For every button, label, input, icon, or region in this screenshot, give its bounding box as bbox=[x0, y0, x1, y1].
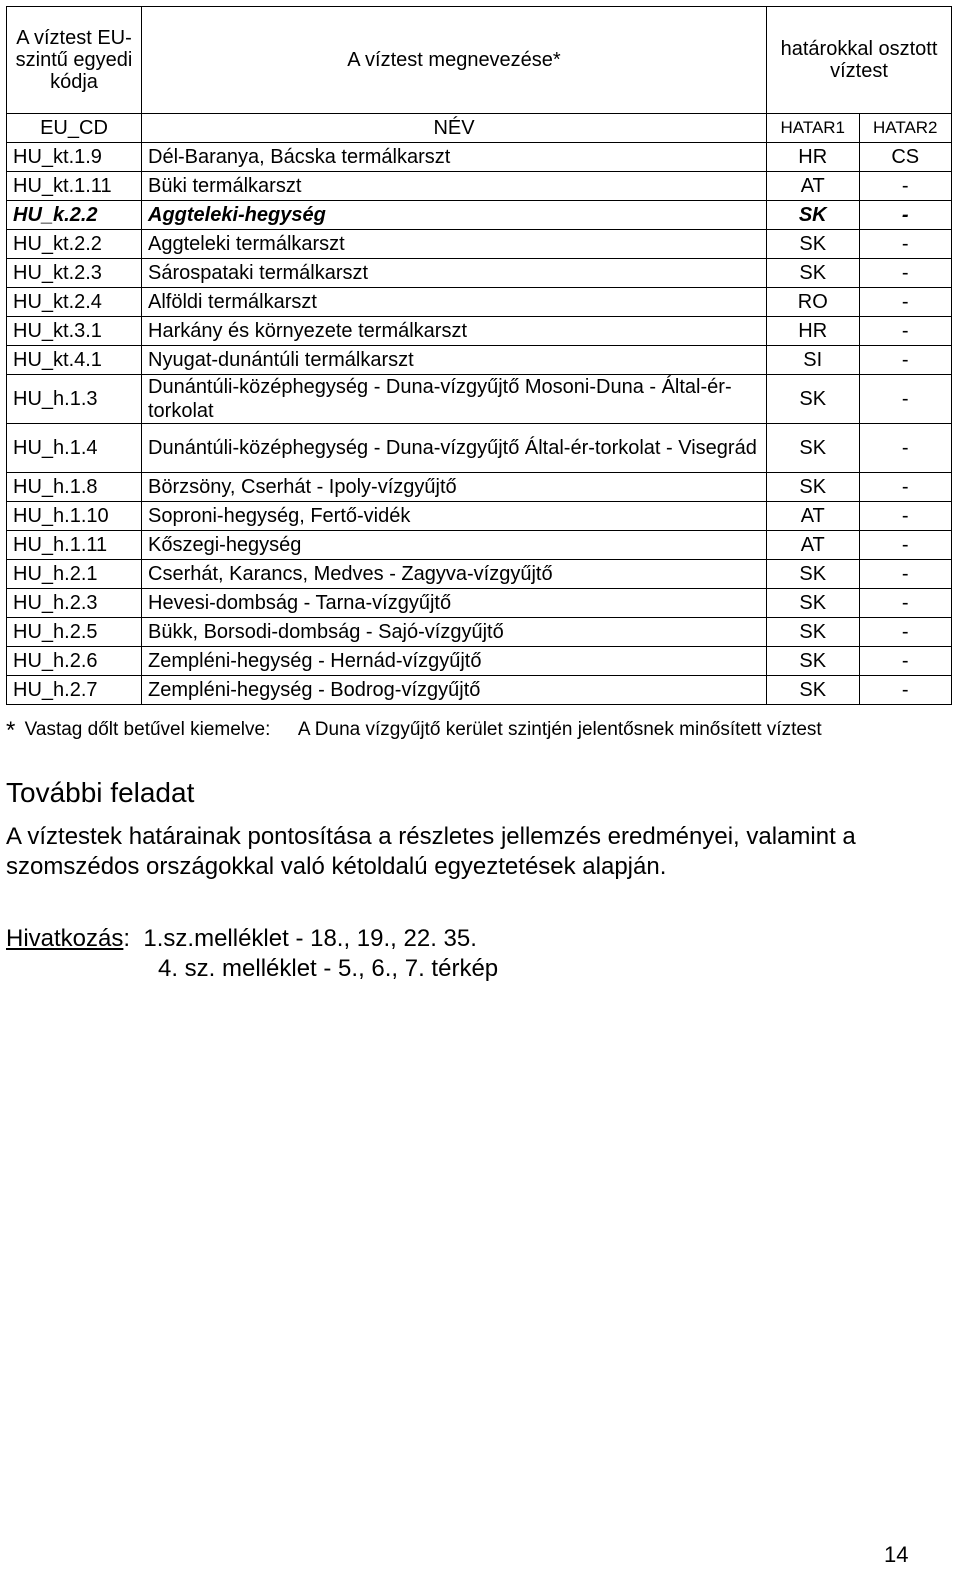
row-border-2: - bbox=[859, 424, 952, 473]
subheader-h2: HATAR2 bbox=[859, 114, 952, 143]
row-border-1: SK bbox=[767, 473, 860, 502]
row-name: Zempléni-hegység - Bodrog-vízgyűjtő bbox=[142, 676, 767, 705]
row-border-2: - bbox=[859, 346, 952, 375]
row-code: HU_h.2.5 bbox=[7, 618, 142, 647]
row-border-1: SK bbox=[767, 618, 860, 647]
row-code: HU_h.1.10 bbox=[7, 502, 142, 531]
table-row bbox=[7, 288, 952, 317]
reference-line-1: 1.sz.melléklet - 18., 19., 22. 35. bbox=[143, 925, 477, 952]
row-border-2: - bbox=[859, 288, 952, 317]
table-row bbox=[7, 424, 952, 473]
row-border-2: - bbox=[859, 317, 952, 346]
waterbody-table bbox=[6, 6, 952, 705]
row-code: HU_kt.1.11 bbox=[7, 172, 142, 201]
row-border-2: - bbox=[859, 259, 952, 288]
row-border-1: AT bbox=[767, 502, 860, 531]
table-subheader-row bbox=[7, 114, 952, 143]
reference-label: Hivatkozás bbox=[6, 925, 124, 952]
row-border-2: - bbox=[859, 172, 952, 201]
section-title: További feladat bbox=[6, 777, 195, 808]
row-name: Hevesi-dombság - Tarna-vízgyűjtő bbox=[142, 589, 767, 618]
header-name: A víztest megnevezése* bbox=[142, 7, 767, 114]
row-code: HU_kt.1.9 bbox=[7, 143, 142, 172]
table-row bbox=[7, 502, 952, 531]
subheader-h1: HATAR1 bbox=[767, 114, 860, 143]
row-code: HU_h.1.11 bbox=[7, 531, 142, 560]
subheader-name: NÉV bbox=[142, 114, 767, 143]
row-name: Aggteleki termálkarszt bbox=[142, 230, 767, 259]
row-border-1: SK bbox=[767, 560, 860, 589]
footnote-label: Vastag dőlt betűvel kiemelve: bbox=[24, 719, 271, 740]
row-name: Dunántúli-középhegység - Duna-vízgyűjtő Által-ér-torkolat - Visegrád bbox=[142, 424, 767, 473]
row-border-1: SK bbox=[767, 230, 860, 259]
table-row bbox=[7, 143, 952, 172]
row-code: HU_h.2.7 bbox=[7, 676, 142, 705]
table-row bbox=[7, 230, 952, 259]
row-border-1: SK bbox=[767, 424, 860, 473]
row-border-2: - bbox=[859, 230, 952, 259]
reference-line-2: 4. sz. melléklet - 5., 6., 7. térkép bbox=[158, 955, 499, 982]
row-code: HU_k.2.2 bbox=[7, 201, 142, 230]
row-border-1: SK bbox=[767, 647, 860, 676]
table-row bbox=[7, 172, 952, 201]
row-border-1: HR bbox=[767, 143, 860, 172]
table-row bbox=[7, 317, 952, 346]
table-row bbox=[7, 531, 952, 560]
row-name: Aggteleki-hegység bbox=[142, 201, 767, 230]
row-name: Alföldi termálkarszt bbox=[142, 288, 767, 317]
row-name: Bükk, Borsodi-dombság - Sajó-vízgyűjtő bbox=[142, 618, 767, 647]
row-border-1: SK bbox=[767, 676, 860, 705]
row-code: HU_kt.3.1 bbox=[7, 317, 142, 346]
header-border: határokkal osztott víztest bbox=[767, 7, 952, 114]
row-code: HU_kt.2.2 bbox=[7, 230, 142, 259]
row-border-2: - bbox=[859, 375, 952, 424]
row-name: Nyugat-dunántúli termálkarszt bbox=[142, 346, 767, 375]
row-border-2: - bbox=[859, 473, 952, 502]
row-code: HU_h.1.3 bbox=[7, 375, 142, 424]
row-border-2: - bbox=[859, 560, 952, 589]
row-name: Zempléni-hegység - Hernád-vízgyűjtő bbox=[142, 647, 767, 676]
row-border-1: HR bbox=[767, 317, 860, 346]
header-code: A víztest EU- szintű egyedi kódja bbox=[7, 7, 142, 114]
row-border-1: SK bbox=[767, 589, 860, 618]
table-row bbox=[7, 647, 952, 676]
section-paragraph: A víztestek határainak pontosítása a részletes jellemzés eredményei, valamint a szomszédos országokkal való kétoldalú egyeztetések alapján. bbox=[6, 823, 856, 880]
table-row bbox=[7, 560, 952, 589]
row-border-2: - bbox=[859, 531, 952, 560]
table-body bbox=[7, 143, 952, 705]
table-header-row bbox=[7, 7, 952, 114]
row-name: Dunántúli-középhegység - Duna-vízgyűjtő Mosoni-Duna - Által-ér-torkolat bbox=[142, 375, 767, 424]
table-row bbox=[7, 676, 952, 705]
row-name: Börzsöny, Cserhát - Ipoly-vízgyűjtő bbox=[142, 473, 767, 502]
footnote-star: * bbox=[6, 717, 16, 744]
page-number: 14 bbox=[884, 1542, 909, 1567]
row-border-1: AT bbox=[767, 531, 860, 560]
row-name: Kőszegi-hegység bbox=[142, 531, 767, 560]
row-code: HU_h.2.6 bbox=[7, 647, 142, 676]
row-name: Sárospataki termálkarszt bbox=[142, 259, 767, 288]
table-row bbox=[7, 473, 952, 502]
table-row bbox=[7, 375, 952, 424]
row-border-2: - bbox=[859, 589, 952, 618]
row-border-2: CS bbox=[859, 143, 952, 172]
row-border-1: SK bbox=[767, 375, 860, 424]
row-name: Harkány és környezete termálkarszt bbox=[142, 317, 767, 346]
table-row bbox=[7, 589, 952, 618]
row-border-1: AT bbox=[767, 172, 860, 201]
table-row bbox=[7, 346, 952, 375]
row-border-2: - bbox=[859, 201, 952, 230]
subheader-code: EU_CD bbox=[7, 114, 142, 143]
row-name: Dél-Baranya, Bácska termálkarszt bbox=[142, 143, 767, 172]
row-name: Cserhát, Karancs, Medves - Zagyva-vízgyűjtő bbox=[142, 560, 767, 589]
row-border-2: - bbox=[859, 676, 952, 705]
row-border-2: - bbox=[859, 618, 952, 647]
row-code: HU_kt.2.3 bbox=[7, 259, 142, 288]
footnote-text: A Duna vízgyűjtő kerület szintjén jelentősnek minősített víztest bbox=[297, 719, 822, 740]
row-border-1: SI bbox=[767, 346, 860, 375]
row-code: HU_h.2.3 bbox=[7, 589, 142, 618]
row-border-1: SK bbox=[767, 259, 860, 288]
row-code: HU_h.2.1 bbox=[7, 560, 142, 589]
row-border-2: - bbox=[859, 647, 952, 676]
row-border-2: - bbox=[859, 502, 952, 531]
row-name: Soproni-hegység, Fertő-vidék bbox=[142, 502, 767, 531]
table-row bbox=[7, 201, 952, 230]
row-code: HU_h.1.4 bbox=[7, 424, 142, 473]
table-row bbox=[7, 618, 952, 647]
footnote bbox=[6, 718, 822, 743]
row-border-1: RO bbox=[767, 288, 860, 317]
table-row bbox=[7, 259, 952, 288]
reference-block: Hivatkozás: 1.sz.melléklet - 18., 19., 22. 35. 4. sz. melléklet - 5., 6., 7. térkép bbox=[6, 925, 499, 982]
row-code: HU_h.1.8 bbox=[7, 473, 142, 502]
row-code: HU_kt.2.4 bbox=[7, 288, 142, 317]
row-code: HU_kt.4.1 bbox=[7, 346, 142, 375]
row-border-1: SK bbox=[767, 201, 860, 230]
row-name: Büki termálkarszt bbox=[142, 172, 767, 201]
